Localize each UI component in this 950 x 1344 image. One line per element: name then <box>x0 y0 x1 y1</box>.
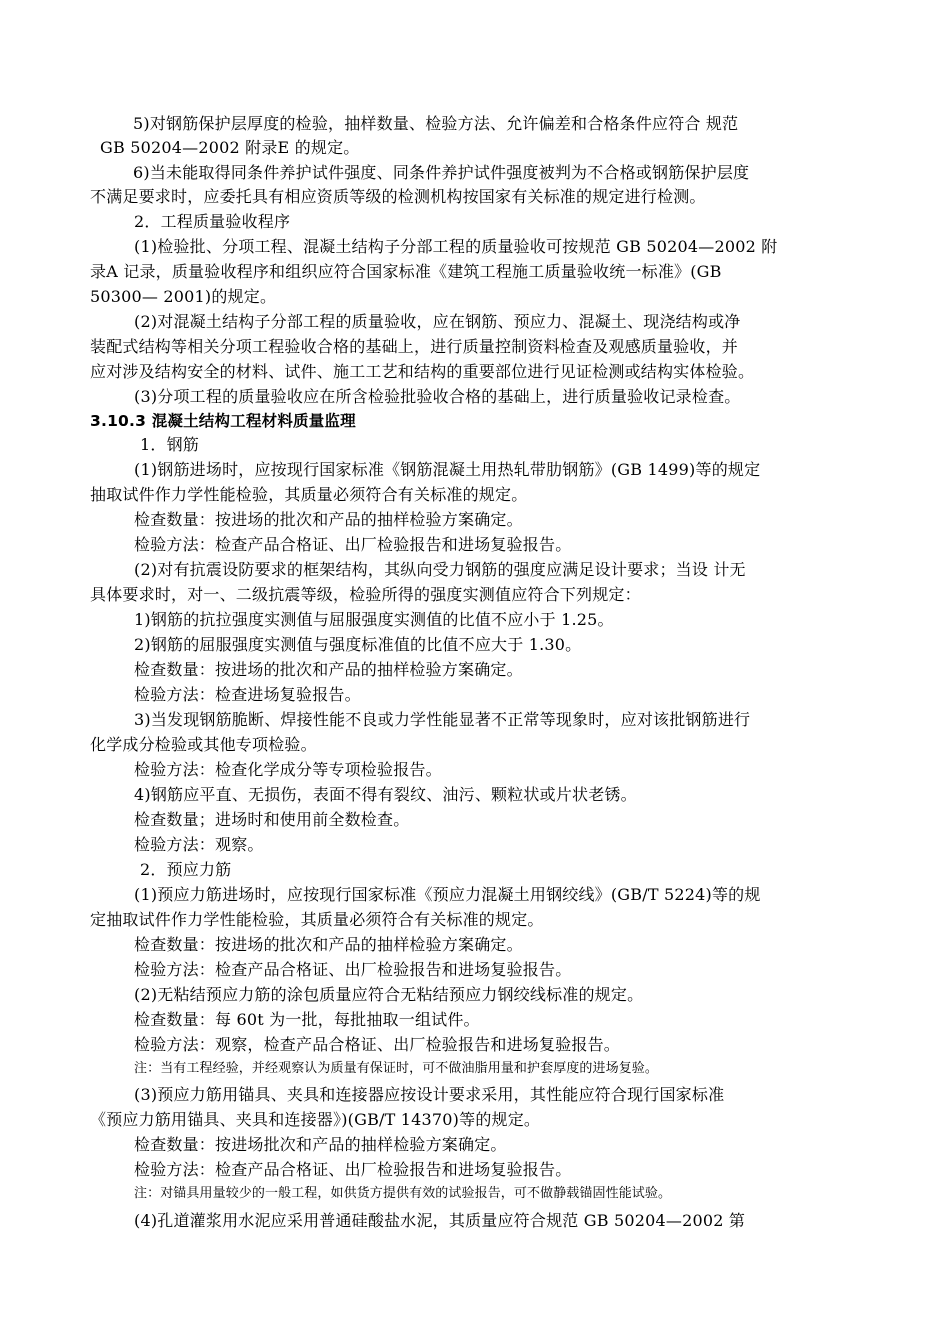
text-line: 检验方法：观察。 <box>134 835 264 854</box>
text-line: 检查数量：按进场的批次和产品的抽样检验方案确定。 <box>134 935 523 954</box>
text-line: 4)钢筋应平直、无损伤，表面不得有裂纹、油污、颗粒状或片状老锈。 <box>134 785 637 804</box>
subsection-heading: 3.10.3 混凝土结构工程材料质量监理 <box>90 412 356 430</box>
text-line: 5)对钢筋保护层厚度的检验，抽样数量、检验方法、允许偏差和合格条件应符合 规范 <box>133 114 739 133</box>
note-line: 注：对锚具用量较少的一般工程，如供货方提供有效的试验报告，可不做静载锚固性能试验。 <box>134 1186 672 1201</box>
text-line: 检查数量：按进场的批次和产品的抽样检验方案确定。 <box>134 510 523 529</box>
text-line: (3)预应力筋用锚具、夹具和连接器应按设计要求采用，其性能应符合现行国家标准 <box>134 1085 725 1104</box>
text-line: 化学成分检验或其他专项检验。 <box>90 735 317 754</box>
text-line: 抽取试件作力学性能检验，其质量必须符合有关标准的规定。 <box>90 485 528 504</box>
text-line: 检验方法：检查化学成分等专项检验报告。 <box>134 760 442 779</box>
text-line: 检验方法：检查进场复验报告。 <box>134 685 361 704</box>
text-line: 检查数量；进场时和使用前全数检查。 <box>134 810 410 829</box>
text-line: 1)钢筋的抗拉强度实测值与屈服强度实测值的比值不应小于 1.25。 <box>134 610 614 629</box>
text-line: 3)当发现钢筋脆断、焊接性能不良或力学性能显著不正常等现象时，应对该批钢筋进行 <box>134 710 751 729</box>
text-line: 2)钢筋的屈服强度实测值与强度标准值的比值不应大于 1.30。 <box>134 635 582 654</box>
text-line: (2)对有抗震设防要求的框架结构，其纵向受力钢筋的强度应满足设计要求；当设 计无 <box>134 560 746 579</box>
text-line: (4)孔道灌浆用水泥应采用普通硅酸盐水泥，其质量应符合规范 GB 50204—2002 第 <box>134 1211 746 1230</box>
text-line: 6)当未能取得同条件养护试件强度、同条件养护试件强度被判为不合格或钢筋保护层度 <box>133 163 750 182</box>
text-line: 不满足要求时，应委托具有相应资质等级的检测机构按国家有关标准的规定进行检测。 <box>90 187 706 206</box>
text-line: 装配式结构等相关分项工程验收合格的基础上，进行质量控制资料检查及观感质量验收，并 <box>90 337 739 356</box>
text-line: 检验方法：观察，检查产品合格证、出厂检验报告和进场复验报告。 <box>134 1035 621 1054</box>
section-heading: 2．预应力筋 <box>140 860 232 879</box>
text-line: (3)分项工程的质量验收应在所含检验批验收合格的基础上，进行质量验收记录检查。 <box>134 387 741 406</box>
text-line: 定抽取试件作力学性能检验，其质量必须符合有关标准的规定。 <box>90 910 544 929</box>
text-line: 检验方法：检查产品合格证、出厂检验报告和进场复验报告。 <box>134 1160 572 1179</box>
text-line: 录A 记录，质量验收程序和组织应符合国家标准《建筑工程施工质量验收统一标准》(GB <box>90 262 722 281</box>
text-line: (1)预应力筋进场时，应按现行国家标准《预应力混凝土用钢绞线》(GB/T 5224)等的规 <box>134 885 761 904</box>
text-line: 具体要求时，对一、二级抗震等级，检验所得的强度实测值应符合下列规定： <box>90 585 641 604</box>
section-heading: 2．工程质量验收程序 <box>134 212 291 231</box>
text-line: GB 50204—2002 附录E 的规定。 <box>100 138 360 157</box>
text-line: (1)钢筋进场时，应按现行国家标准《钢筋混凝土用热轧带肋钢筋》(GB 1499)等的规定 <box>134 460 761 479</box>
text-line: 检查数量：每 60t 为一批，每批抽取一组试件。 <box>134 1010 480 1029</box>
text-line: 应对涉及结构安全的材料、试件、施工工艺和结构的重要部位进行见证检测或结构实体检验。 <box>90 362 755 381</box>
text-line: 检验方法：检查产品合格证、出厂检验报告和进场复验报告。 <box>134 535 572 554</box>
text-line: (2)对混凝土结构子分部工程的质量验收，应在钢筋、预应力、混凝土、现浇结构或净 <box>134 312 741 331</box>
text-line: 《预应力筋用锚具、夹具和连接器》)(GB/T 14370)等的规定。 <box>90 1110 541 1129</box>
text-line: 检查数量：按进场批次和产品的抽样检验方案确定。 <box>134 1135 507 1154</box>
text-line: 检验方法：检查产品合格证、出厂检验报告和进场复验报告。 <box>134 960 572 979</box>
text-line: (2)无粘结预应力筋的涂包质量应符合无粘结预应力钢绞线标准的规定。 <box>134 985 644 1004</box>
text-line: 50300— 2001)的规定。 <box>90 287 277 306</box>
text-line: (1)检验批、分项工程、混凝土结构子分部工程的质量验收可按规范 GB 50204—2002 附 <box>134 237 778 256</box>
text-line: 检查数量：按进场的批次和产品的抽样检验方案确定。 <box>134 660 523 679</box>
note-line: 注：当有工程经验，并经观察认为质量有保证时，可不做油脂用量和护套厚度的进场复验。 <box>134 1061 659 1076</box>
section-heading: 1．钢筋 <box>140 435 199 454</box>
